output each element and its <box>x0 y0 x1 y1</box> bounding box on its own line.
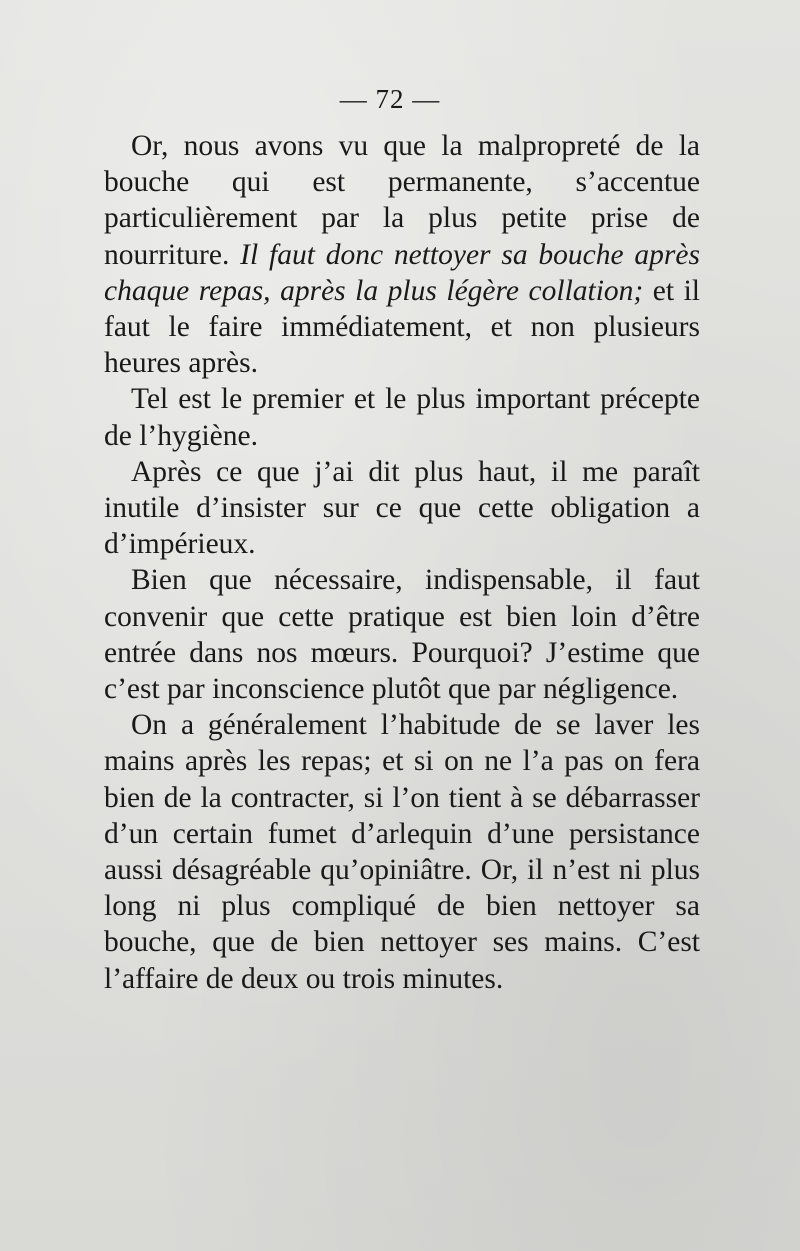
paragraph-1-text: Or, nous avons vu que la malpropreté de la bouche qui est permanente, s’accentue particulièrement par la plus petite prise de nourriture. <box>104 130 700 271</box>
paragraph-2: Tel est le premier et le plus important précepte de l’hygiène. <box>104 383 700 452</box>
body-text <box>104 128 700 997</box>
paragraph-1-emphasis: Il faut donc nettoyer sa bouche après chaque repas, après la plus légère collation; <box>104 238 700 307</box>
paragraph-1-text-end: et il faut le faire immédiatement, et non plusieurs heures après. <box>104 274 700 380</box>
paragraph-4: Bien que nécessaire, indispensable, il faut convenir que cette pratique est bien loin d’être entrée dans nos mœurs. Pourquoi? J’estime que c’est par inconscience plutôt que par négligence. <box>104 564 700 706</box>
page-number: — 72 — <box>339 84 441 114</box>
paragraph-5: On a généralement l’habitude de se laver les mains après les repas; et si on ne l’a pas on fera bien de la contracter, si l’on tient à se débarrasser d’un certain fumet d’arlequin d’une persistance aussi désagréable qu’opiniâtre. Or, il n’est ni plus long ni plus compliqué de bien nettoyer sa bouche, que de bien nettoyer ses mains. C’est l’affaire de deux ou trois minutes. <box>104 709 700 995</box>
paragraph-3: Après ce que j’ai dit plus haut, il me paraît inutile d’insister sur ce que cette obligation a d’impérieux. <box>104 455 700 561</box>
paragraph-1 <box>104 128 700 381</box>
